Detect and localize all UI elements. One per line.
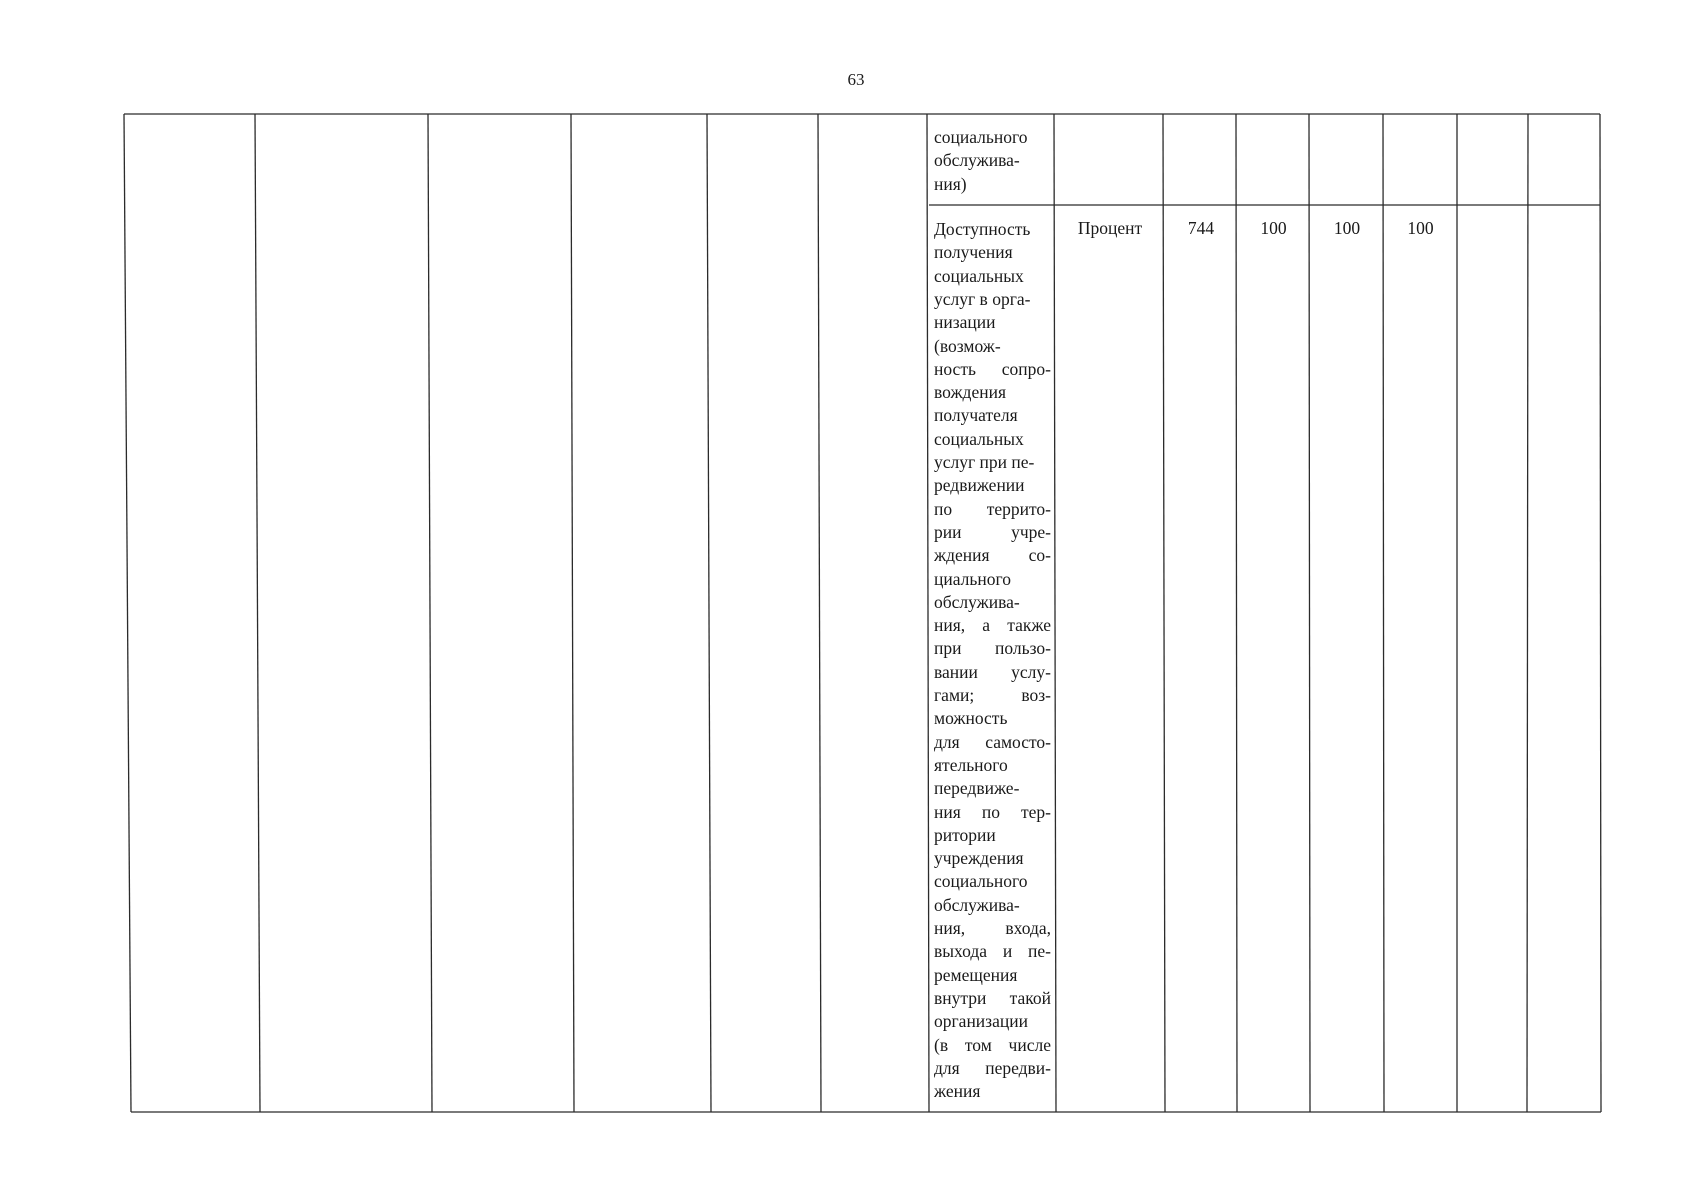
indicator-text-line: рии учре- [934,521,1051,542]
indicator-text-line: выхода и пе- [934,941,1051,962]
indicator-text-line: низации [934,312,996,333]
indicator-text-line: вождения [934,382,1006,403]
indicator-text-line: (в том числе [934,1034,1051,1055]
indicator-text-line: ремещения [934,964,1018,985]
indicator-text-line: услуг в орга- [934,288,1031,309]
indicator-text-line: ния) [934,173,967,194]
indicator-text-line: обслужива- [934,591,1020,612]
value-cell-1: 100 [1260,218,1287,238]
indicator-text-line: социальных [934,428,1024,449]
indicator-text-line: (возмож- [934,335,1001,356]
indicator-text-line: социального [934,127,1028,147]
page-number: 63 [847,70,865,89]
indicator-text-line: социального [934,871,1028,892]
indicator-text-line: учреждения [934,848,1024,869]
indicator-text-line: циального [934,568,1011,589]
indicator-text-line: ния по тер- [934,801,1051,822]
indicator-text-line: ритории [934,824,996,845]
indicator-text-line: внутри такой [934,987,1051,1008]
indicator-text-line: передвиже- [934,778,1020,799]
indicator-text-line: жения [934,1081,981,1102]
indicator-text-line: получателя [934,405,1018,426]
indicator-text-line: социальных [934,265,1024,286]
indicator-text-line: ждения со- [934,545,1051,566]
indicator-text-line: ятельного [934,754,1008,775]
indicator-text-line: вании услу- [934,661,1051,682]
indicator-text-line: организации [934,1011,1028,1032]
value-cell-3: 100 [1407,218,1434,238]
unit-code-cell: 744 [1187,218,1215,238]
indicator-text-line: редвижении [934,475,1025,496]
indicator-text-line: при пользо- [934,638,1051,659]
indicator-cell [934,218,1051,1102]
indicator-text-line: Доступность [934,219,1031,239]
indicator-text-line: по террито- [934,498,1051,519]
indicator-text-line: обслужива- [934,150,1020,171]
indicator-text-line: можность [934,708,1008,729]
indicator-text-line: получения [934,242,1013,263]
value-cell-2: 100 [1333,218,1361,238]
indicator-text-line: ность сопро- [934,358,1051,379]
indicator-text-line: ния, а также [934,615,1051,636]
indicator-text-line: для передви- [934,1057,1051,1078]
indicator-text-line: гами; воз- [934,685,1051,705]
indicator-text-line: для самосто- [934,731,1051,752]
unit-name-cell: Процент [1077,218,1143,238]
indicator-text-line: услуг при пе- [934,452,1035,472]
indicator-cell-continuation [934,126,1051,198]
indicator-text-line: обслужива- [934,894,1020,915]
indicator-text-line: ния, входа, [934,918,1051,938]
